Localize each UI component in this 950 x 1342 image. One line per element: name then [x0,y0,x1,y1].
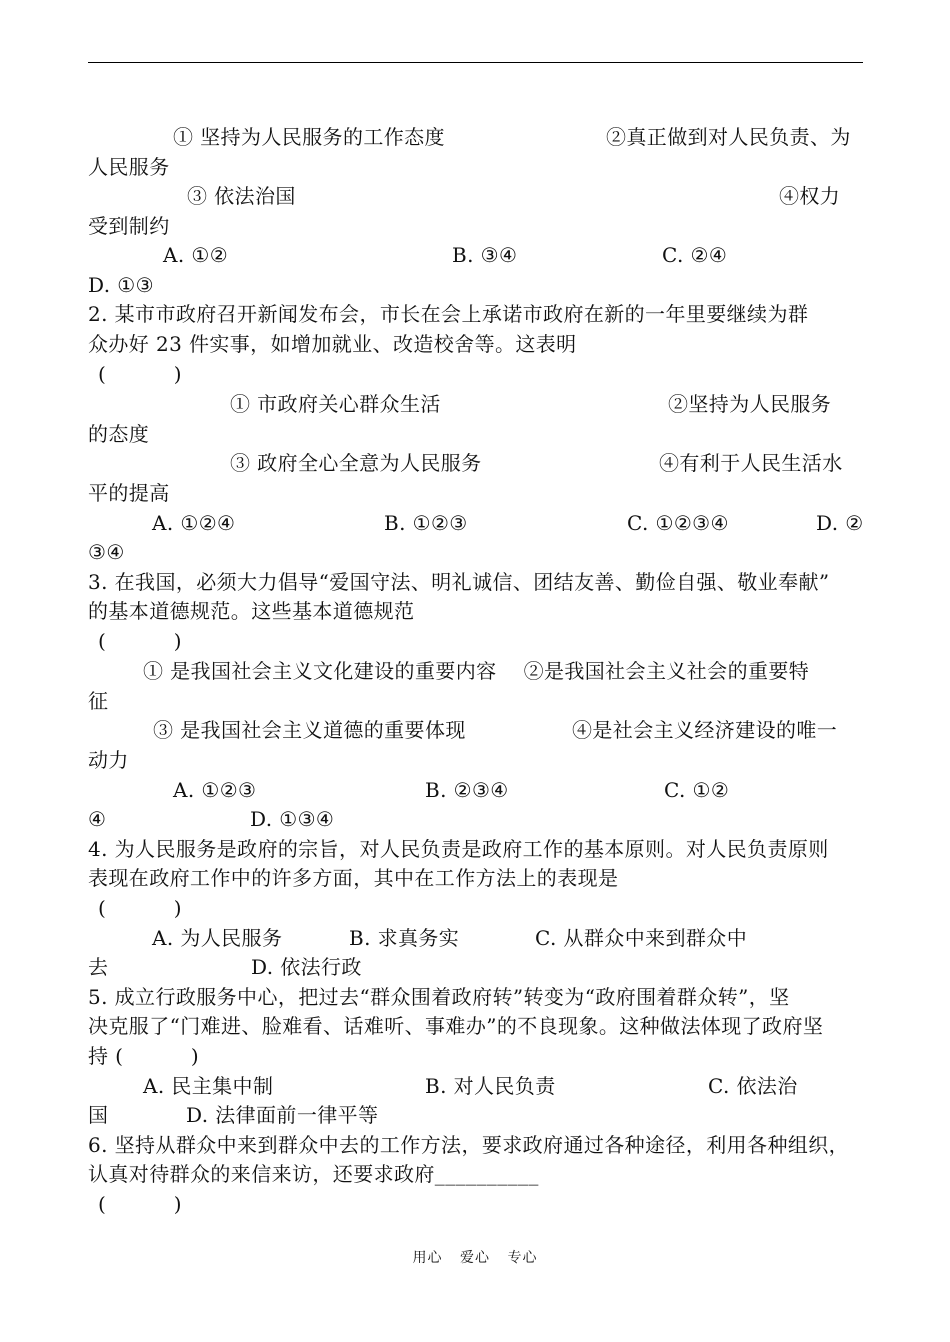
q6-stem-line-2: 认真对待群众的来信来访，还要求政府__________ [88,1162,539,1186]
q3-choice-a: A. ①②③ [173,778,257,802]
q3-choice-c-continued: ④ [88,807,107,831]
q1-option-1: ① 坚持为人民服务的工作态度 [173,125,445,149]
q5-choice-c: C. 依法治 [708,1074,798,1098]
q3-stem-line-2: 的基本道德规范。这些基本道德规范 [88,599,415,623]
q4-stem-line-2: 表现在政府工作中的许多方面，其中在工作方法上的表现是 [88,866,619,890]
header-rule [88,62,863,63]
q4-choice-a: A. 为人民服务 [152,926,283,950]
q3-option-4-continued: 动力 [88,748,129,772]
page-footer: 用心 爱心 专心 [412,1250,538,1266]
q3-stem-line-1: 3. 在我国，必须大力倡导“爱国守法、明礼诚信、团结友善、勤俭自强、敬业奉献” [88,570,830,594]
q3-option-2-continued: 征 [88,689,109,713]
q2-option-2: ②坚持为人民服务 [668,392,832,416]
q3-option-4: ④是社会主义经济建设的唯一 [572,718,838,742]
q1-option-2-continued: 人民服务 [88,155,170,179]
q2-choice-b: B. ①②③ [384,511,468,535]
q2-stem-line-1: 2. 某市市政府召开新闻发布会，市长在会上承诺市政府在新的一年里要继续为群 [88,302,809,326]
q5-choice-a: A. 民主集中制 [143,1074,274,1098]
q1-option-4: ④权力 [779,184,841,208]
q4-answer-blank: ( ) [98,896,182,920]
q1-choice-c: C. ②④ [662,243,728,267]
q4-choice-c: C. 从群众中来到群众中 [535,926,748,950]
q5-stem-line-1: 5. 成立行政服务中心，把过去“群众围着政府转”转变为“政府围着群众转”，坚 [88,985,790,1009]
q5-choice-b: B. 对人民负责 [425,1074,556,1098]
q1-choice-d: D. ①③ [88,273,154,297]
q4-choice-b: B. 求真务实 [349,926,460,950]
q4-choice-c-continued: 去 [88,955,109,979]
q2-choice-d-continued: ③④ [88,540,125,564]
q2-option-3: ③ 政府全心全意为人民服务 [230,451,482,475]
q3-answer-blank: ( ) [98,629,182,653]
q2-choice-a: A. ①②④ [152,511,236,535]
q4-stem-line-1: 4. 为人民服务是政府的宗旨，对人民负责是政府工作的基本原则。对人民负责原则 [88,837,829,861]
q3-choice-d: D. ①③④ [250,807,335,831]
q1-option-4-continued: 受到制约 [88,214,170,238]
q1-choice-a: A. ①② [163,243,229,267]
q1-option-2: ②真正做到对人民负责、为 [606,125,851,149]
q3-options-1-2: ① 是我国社会主义文化建设的重要内容 ②是我国社会主义社会的重要特 [143,659,810,683]
q2-choice-d: D. ② [816,511,864,535]
q6-answer-blank: ( ) [98,1192,182,1216]
q2-option-2-continued: 的态度 [88,422,150,446]
q5-choice-c-continued: 国 [88,1103,109,1127]
q2-stem-line-2: 众办好 23 件实事，如增加就业、改造校舍等。这表明 [88,332,577,356]
q5-choice-d: D. 法律面前一律平等 [186,1103,379,1127]
q4-choice-d: D. 依法行政 [251,955,362,979]
q2-option-1: ① 市政府关心群众生活 [230,392,441,416]
q2-answer-blank: ( ) [98,362,182,386]
q1-choice-b: B. ③④ [452,243,518,267]
q2-option-4: ④有利于人民生活水 [659,451,843,475]
q5-stem-line-3: 持 ( ) [88,1044,200,1068]
q2-choice-c: C. ①②③④ [627,511,729,535]
q1-option-3: ③ 依法治国 [187,184,296,208]
q5-stem-line-2: 决克服了“门难进、脸难看、话难听、事难办”的不良现象。这种做法体现了政府坚 [88,1014,824,1038]
q3-choice-c: C. ①② [664,778,730,802]
q3-option-3: ③ 是我国社会主义道德的重要体现 [153,718,466,742]
q2-option-4-continued: 平的提高 [88,481,170,505]
q6-stem-line-1: 6. 坚持从群众中来到群众中去的工作方法，要求政府通过各种途径，利用各种组织， [88,1133,850,1157]
q3-choice-b: B. ②③④ [425,778,509,802]
